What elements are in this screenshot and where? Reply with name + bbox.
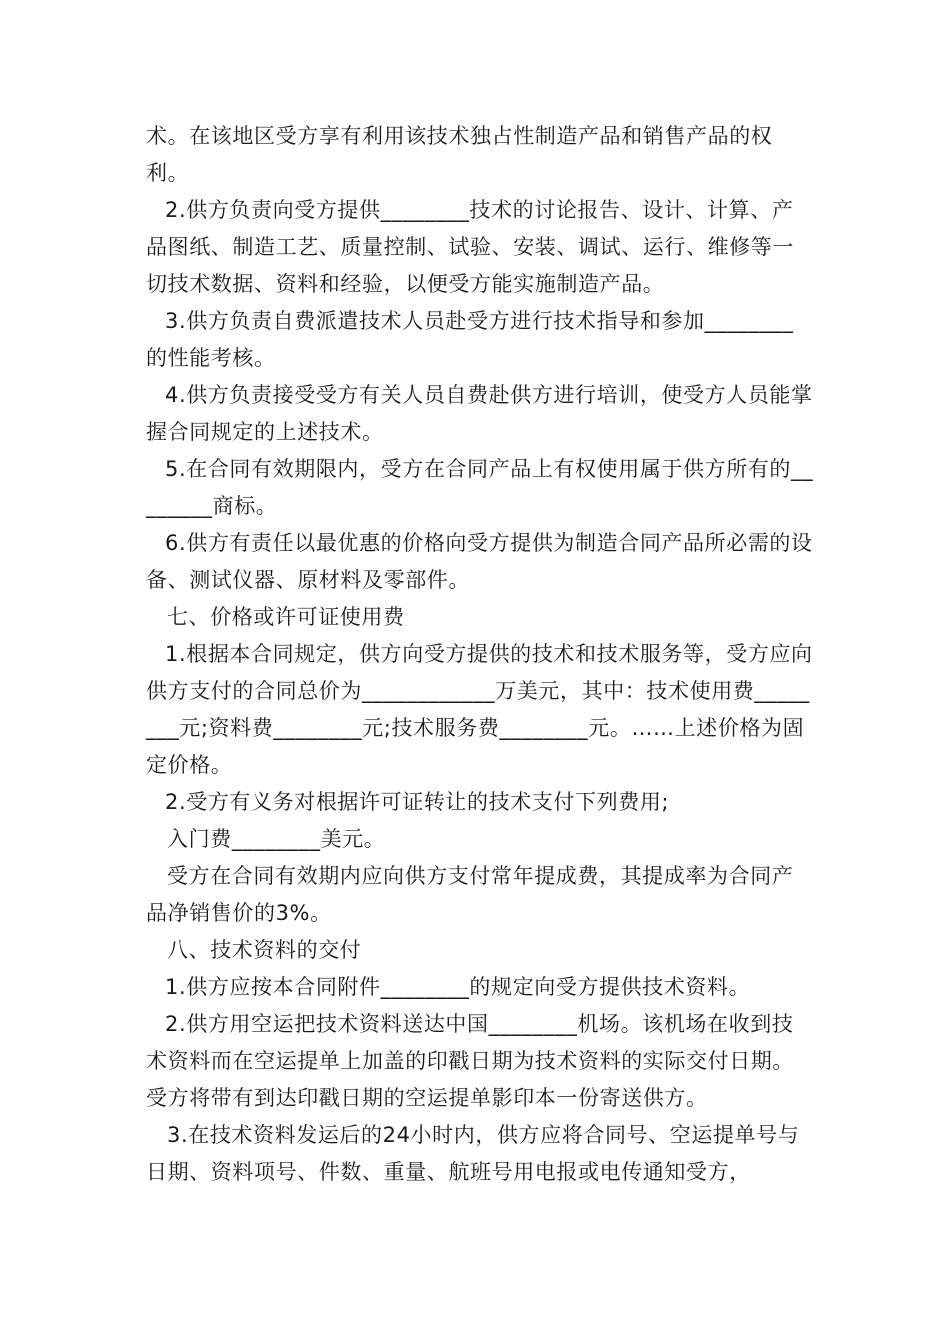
section-heading-7: 七、价格或许可证使用费 [167,605,405,629]
royalty-paragraph: 受方在合同有效期内应向供方支付常年提成费，其提成率为合同产品净销售价的3%。 [146,864,794,925]
clause-8-3: 3.在技术资料发运后的24小时内，供方应将合同号、空运提单号与日期、资料项号、件数、重量、航班号用电报或电传通知受方， [146,1123,800,1184]
section-heading-8: 八、技术资料的交付 [167,938,362,962]
clause-8-1: 1.供方应按本合同附件________的规定向受方提供技术资料。 [165,975,751,999]
clause-6-5: 5.在合同有效期限内，受方在合同产品上有权使用属于供方所有的________商标。 [146,457,814,518]
clause-8-2: 2.供方用空运把技术资料送达中国________机场。该机场在收到技术资料而在空运提单上加盖的印戳日期为技术资料的实际交付日期。受方将带有到达印戳日期的空运提单影印本一份寄送供方。 [146,1012,794,1110]
clause-6-6: 6.供方有责任以最优惠的价格向受方提供为制造合同产品所必需的设备、测试仪器、原材料及零部件。 [146,531,813,592]
entry-fee-line: 入门费________美元。 [167,827,386,851]
clause-6-4: 4.供方负责接受受方有关人员自费赴供方进行培训，使受方人员能掌握合同规定的上述技术。 [146,383,813,444]
clause-6-3: 3.供方负责自费派遣技术人员赴受方进行技术指导和参加________的性能考核。 [146,309,794,370]
clause-7-1: 1.根据本合同规定，供方向受方提供的技术和技术服务等，受方应向供方支付的合同总价为____________万美元，其中：技术使用费________元;资料费________元;技术服务费________元。……上述价格为固定价格。 [146,642,813,777]
paragraph-continuation: 术。在该地区受方享有利用该技术独占性制造产品和销售产品的权利。 [146,124,773,185]
document-body [146,118,814,1191]
clause-6-2: 2.供方负责向受方提供________技术的讨论报告、设计、计算、产品图纸、制造工艺、质量控制、试验、安装、调试、运行、维修等一切技术数据、资料和经验，以便受方能实施制造产品。 [146,198,794,296]
clause-7-2: 2.受方有义务对根据许可证转让的技术支付下列费用; [165,790,670,814]
